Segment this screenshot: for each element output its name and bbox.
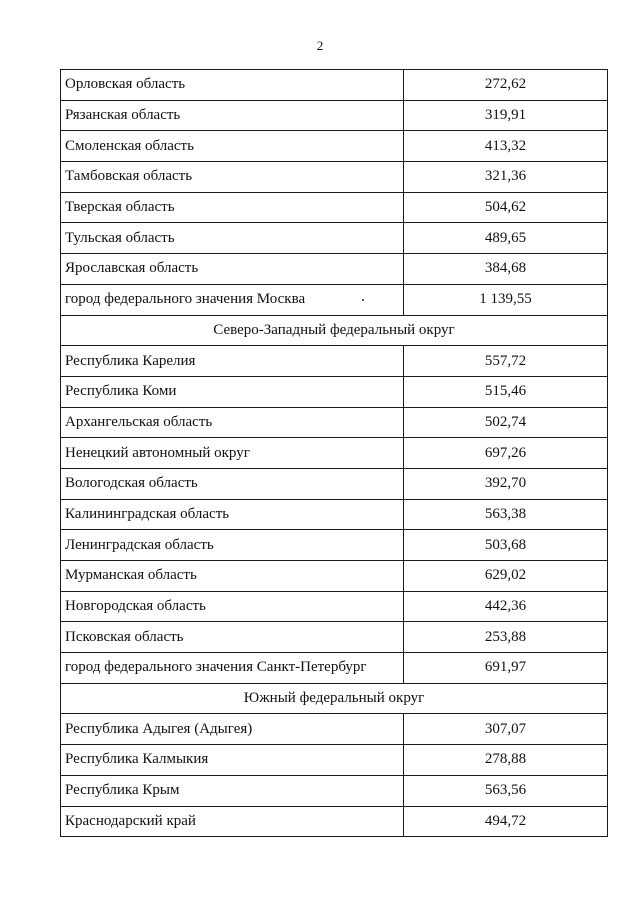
region-value: 253,88: [404, 622, 608, 653]
region-name: Архангельская область: [61, 407, 404, 438]
table-row: [61, 499, 608, 530]
table-row: [61, 192, 608, 223]
region-name: город федерального значения Санкт-Петербург: [61, 653, 404, 684]
district-name: Южный федеральный округ: [61, 683, 608, 714]
region-value: 563,38: [404, 499, 608, 530]
district-name: Северо-Западный федеральный округ: [61, 315, 608, 346]
region-value: 392,70: [404, 468, 608, 499]
table-row: [61, 376, 608, 407]
region-name: Смоленская область: [61, 131, 404, 162]
page-number: 2: [316, 38, 324, 53]
table-row: [61, 653, 608, 684]
region-name: Республика Карелия: [61, 346, 404, 377]
region-value: 557,72: [404, 346, 608, 377]
table-row: [61, 284, 608, 315]
table-row: [61, 775, 608, 806]
region-name: Мурманская область: [61, 561, 404, 592]
table-row: [61, 346, 608, 377]
table-body: [61, 70, 608, 837]
region-name: город федерального значения Москва: [61, 284, 404, 315]
region-name: Республика Адыгея (Адыгея): [61, 714, 404, 745]
table-row: [61, 438, 608, 469]
region-value: 321,36: [404, 162, 608, 193]
scan-speck: [362, 299, 364, 301]
region-name: Тамбовская область: [61, 162, 404, 193]
region-name: Вологодская область: [61, 468, 404, 499]
region-value: 278,88: [404, 745, 608, 776]
region-name: Тульская область: [61, 223, 404, 254]
table-row: [61, 70, 608, 101]
region-name: Рязанская область: [61, 100, 404, 131]
region-value: 504,62: [404, 192, 608, 223]
region-name: Краснодарский край: [61, 806, 404, 837]
region-value: 272,62: [404, 70, 608, 101]
table-row: [61, 254, 608, 285]
table-row: [61, 591, 608, 622]
table-row: [61, 745, 608, 776]
region-value: 629,02: [404, 561, 608, 592]
table-row: [61, 162, 608, 193]
region-value: 1 139,55: [404, 284, 608, 315]
table-row: [61, 561, 608, 592]
table-row: [61, 806, 608, 837]
table-row: [61, 622, 608, 653]
region-name: Тверская область: [61, 192, 404, 223]
region-value: 319,91: [404, 100, 608, 131]
table-row: [61, 407, 608, 438]
region-name: Ярославская область: [61, 254, 404, 285]
region-name: Республика Калмыкия: [61, 745, 404, 776]
region-value: 307,07: [404, 714, 608, 745]
table-row: [61, 100, 608, 131]
region-name: Республика Коми: [61, 376, 404, 407]
region-value: 413,32: [404, 131, 608, 162]
district-header-row: [61, 683, 608, 714]
region-name: Ленинградская область: [61, 530, 404, 561]
region-value: 442,36: [404, 591, 608, 622]
table-row: [61, 468, 608, 499]
region-name: Республика Крым: [61, 775, 404, 806]
region-value: 503,68: [404, 530, 608, 561]
region-value: 489,65: [404, 223, 608, 254]
region-value: 691,97: [404, 653, 608, 684]
region-value: 563,56: [404, 775, 608, 806]
table-row: [61, 131, 608, 162]
table-row: [61, 530, 608, 561]
region-name: Калининградская область: [61, 499, 404, 530]
region-name: Новгородская область: [61, 591, 404, 622]
region-value: 384,68: [404, 254, 608, 285]
region-value: 502,74: [404, 407, 608, 438]
region-name: Ненецкий автономный округ: [61, 438, 404, 469]
region-value: 494,72: [404, 806, 608, 837]
table-row: [61, 714, 608, 745]
region-values-table: [60, 69, 608, 837]
region-name: Псковская область: [61, 622, 404, 653]
table-row: [61, 223, 608, 254]
region-name: Орловская область: [61, 70, 404, 101]
region-value: 697,26: [404, 438, 608, 469]
district-header-row: [61, 315, 608, 346]
region-value: 515,46: [404, 376, 608, 407]
